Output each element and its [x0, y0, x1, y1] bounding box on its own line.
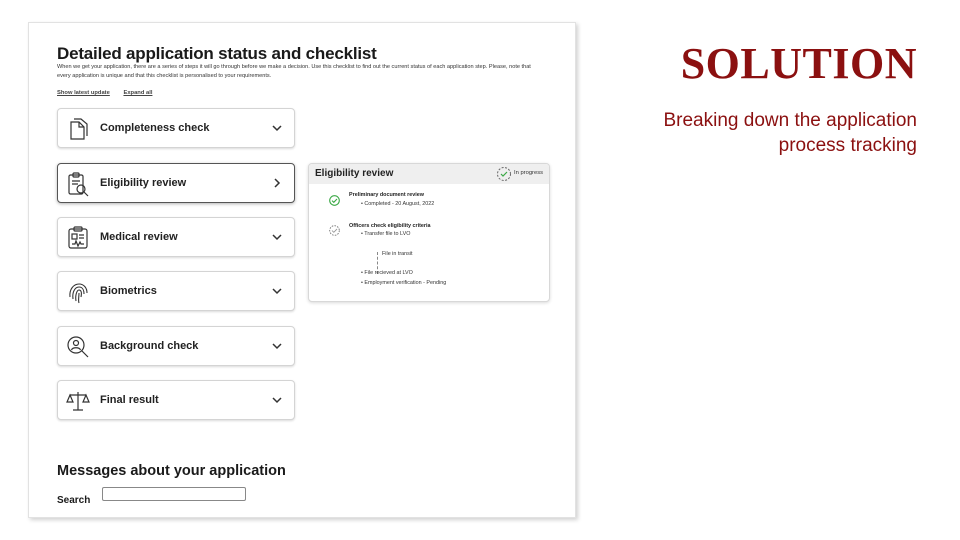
search-input[interactable]: [102, 487, 246, 501]
step-label: Final result: [100, 394, 159, 406]
status-badge: In progress: [514, 170, 543, 176]
eligibility-detail-card: [308, 163, 550, 302]
intro-text: When we get your application, there are a series of steps it will go through before we make a decision. Use this checklist to find out the current status of each application step. Please, note that every application is unique and that this checklist is personalised to your requirements.: [57, 64, 531, 79]
fingerprint-icon: [65, 279, 91, 305]
item-detail-text: File recieved at LVO: [364, 270, 413, 276]
item-detail-text: File in transit: [382, 251, 413, 257]
item-detail-text: Transfer file to LVO: [364, 231, 411, 237]
step-medical-review[interactable]: [57, 217, 295, 257]
scales-icon: [65, 388, 91, 414]
step-final-result[interactable]: [57, 380, 295, 420]
chevron-down-icon[interactable]: [270, 230, 284, 244]
in-progress-icon: [496, 166, 512, 182]
chevron-right-icon[interactable]: [270, 176, 284, 190]
medical-chart-icon: [65, 225, 91, 251]
detail-header: [309, 164, 549, 184]
document-icon: [65, 116, 91, 142]
step-label: Biometrics: [100, 285, 157, 297]
clipboard-search-icon: [65, 171, 91, 197]
chevron-down-icon[interactable]: [270, 393, 284, 407]
page-title: Detailed application status and checklist: [57, 44, 377, 63]
search-label: Search: [57, 495, 91, 506]
step-label: Eligibility review: [100, 177, 187, 189]
step-label: Medical review: [100, 231, 178, 243]
item-detail: • Transfer file to LVO: [361, 231, 411, 237]
step-biometrics[interactable]: [57, 271, 295, 311]
chevron-down-icon[interactable]: [270, 339, 284, 353]
step-label: Background check: [100, 340, 199, 352]
step-background-check[interactable]: [57, 326, 295, 366]
item-detail-text: Employment verification - Pending: [364, 280, 447, 286]
detail-title: Eligibility review: [315, 168, 394, 179]
check-complete-icon: [329, 193, 340, 204]
item-detail: • Employment verification - Pending: [361, 280, 447, 286]
show-latest-update-link[interactable]: Show latest update: [57, 90, 110, 96]
messages-title: Messages about your application: [57, 463, 286, 479]
item-detail: • Completed - 20 August, 2022: [361, 201, 435, 207]
step-completeness-check[interactable]: [57, 108, 295, 148]
item-detail-text: Completed - 20 August, 2022: [364, 201, 435, 207]
application-panel: [28, 22, 576, 518]
person-search-icon: [65, 334, 91, 360]
item-detail: • File recieved at LVO: [361, 270, 413, 276]
chevron-down-icon[interactable]: [270, 121, 284, 135]
item-title: Preliminary document review: [349, 192, 424, 198]
item-title: Officers check eligibility criteria: [349, 223, 431, 229]
slide-title: SOLUTION: [680, 39, 917, 88]
step-label: Completeness check: [100, 122, 210, 134]
chevron-down-icon[interactable]: [270, 284, 284, 298]
step-eligibility-review[interactable]: [57, 163, 295, 203]
in-progress-item-icon: [329, 223, 340, 234]
slide-subtitle: Breaking down the application process tracking: [663, 110, 917, 156]
expand-all-link[interactable]: Expand all: [123, 90, 153, 96]
quick-links: [57, 90, 164, 96]
